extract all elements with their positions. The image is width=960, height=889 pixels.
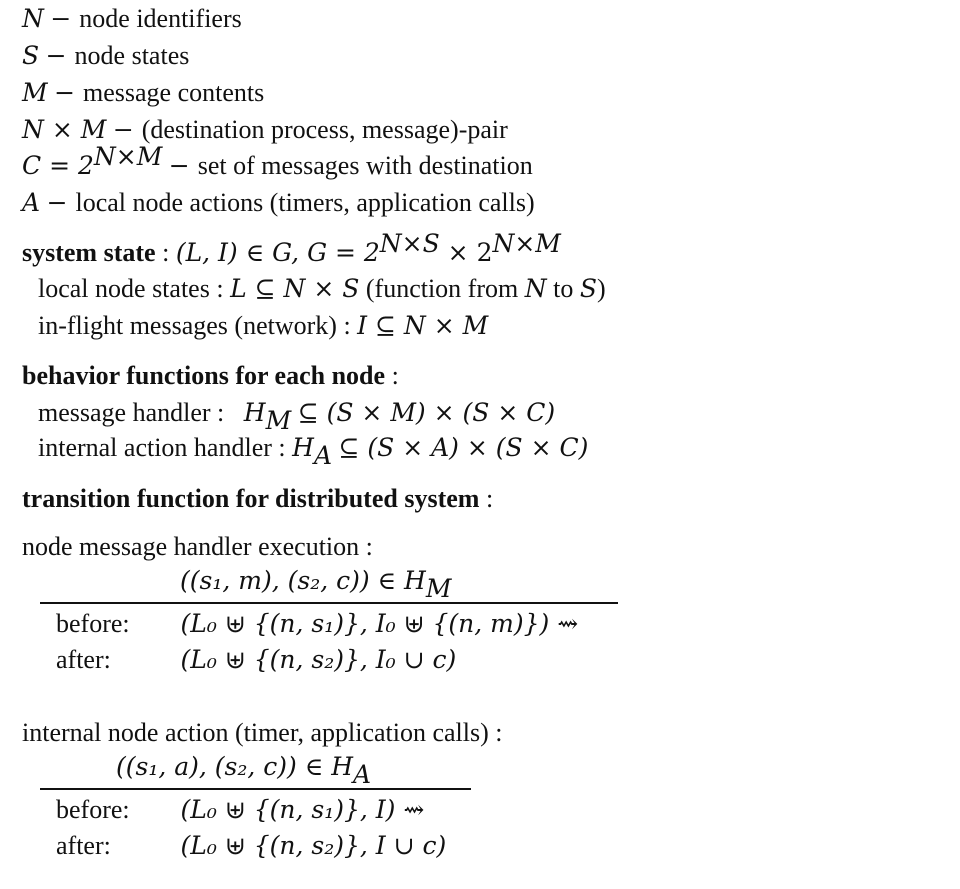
local-states-note-n: N: [524, 274, 547, 303]
def-text: set of messages with destination: [197, 151, 533, 180]
rule2-after: [56, 831, 446, 861]
def-message-contents: M − message contents: [22, 78, 265, 107]
rule1-after: [56, 645, 456, 675]
transition-heading: transition function for distributed system: [22, 484, 480, 513]
rule1-before-formula: (L₀ ⊎ {(n, s₁)}, I₀ ⊎ {(n, m)}) ⇝: [180, 609, 579, 638]
in-flight-formula: I ⊆ N × M: [357, 311, 489, 340]
local-states-note-close: ): [596, 274, 606, 303]
local-states-note-to: to: [553, 274, 574, 303]
local-states-note: (function from: [365, 274, 519, 303]
message-handler-label: message handler: [38, 398, 211, 427]
rule2-after-label: after:: [56, 831, 111, 860]
message-handler-formula: ⊆ (S × M) × (S × C): [297, 398, 556, 427]
internal-handler-label: internal action handler: [38, 433, 272, 462]
def-symbol: A: [22, 188, 41, 217]
def-sup: N×M: [93, 142, 163, 172]
message-handler-h: H: [243, 398, 266, 427]
def-symbol: S: [22, 41, 40, 70]
def-node-states: S − node states: [22, 41, 190, 70]
rule1-premise: ((s₁, m), (s₂, c)) ∈ $H_M$: [180, 566, 452, 603]
rule1-premise-sub: M: [425, 573, 452, 603]
rule2-premise-sub: A: [353, 759, 372, 789]
rule2-after-formula: (L₀ ⊎ {(n, s₂)}, I ∪ c): [180, 831, 447, 860]
def-symbol: N: [22, 4, 44, 33]
local-states-label: local node states: [38, 274, 210, 303]
rule2-title: internal node action (timer, application calls) :: [22, 718, 503, 747]
behavior-heading: behavior functions for each node: [22, 361, 386, 390]
in-flight-line: in-flight messages (network) : I ⊆ N × M: [38, 311, 489, 340]
local-states-note-s: S: [579, 274, 597, 303]
internal-handler-line: internal action handler : $H_A$ ⊆ (S × A) × (S × C): [38, 433, 589, 470]
def-symbol: N × M: [22, 115, 107, 144]
transition-heading-line: transition function for distributed system :: [22, 484, 494, 513]
message-handler-sub: M: [265, 405, 292, 435]
rule2-before-formula: (L₀ ⊎ {(n, s₁)}, I) ⇝: [180, 795, 425, 824]
rule1-after-label: after:: [56, 645, 111, 674]
rule1-before: [56, 609, 578, 639]
rule1-title: node message handler execution :: [22, 532, 373, 561]
def-text: local node actions (timers, application calls): [75, 188, 535, 217]
system-state-sup2: N×M: [492, 229, 561, 259]
rule1-inference-line: [40, 602, 618, 604]
def-message-set: $C = 2^{N\times M}$ − set of messages with destination: [22, 142, 533, 180]
def-symbol: C = 2: [22, 151, 94, 180]
rule2-premise: ((s₁, a), (s₂, c)) ∈ $H_A$: [116, 752, 372, 789]
rule2-before: [56, 795, 424, 825]
def-text: node identifiers: [79, 4, 242, 33]
rule1-before-label: before:: [56, 609, 130, 638]
def-symbol: M: [22, 78, 48, 107]
system-state-heading: system state: [22, 238, 156, 267]
def-local-actions: A − local node actions (timers, application calls): [22, 188, 535, 217]
system-state-line: system state : (L, I) ∈ G, $G = 2^{N\times S} \times 2^{N\times M}$: [22, 229, 561, 267]
def-text: message contents: [83, 78, 265, 107]
def-pair: N × M − (destination process, message)-pair: [22, 115, 508, 144]
behavior-heading-line: behavior functions for each node :: [22, 361, 399, 390]
def-text: node states: [74, 41, 190, 70]
system-state-sup1: N×S: [379, 229, 440, 259]
internal-handler-sub: A: [313, 440, 333, 470]
def-text: (destination process, message)-pair: [141, 115, 508, 144]
rule1-after-formula: (L₀ ⊎ {(n, s₂)}, I₀ ∪ c): [180, 645, 457, 674]
internal-handler-h: H: [292, 433, 314, 462]
system-state-times: × 2: [439, 238, 493, 267]
rule2-inference-line: [40, 788, 471, 790]
local-states-formula: L ⊆ N × S: [230, 274, 360, 303]
internal-handler-formula: ⊆ (S × A) × (S × C): [338, 433, 589, 462]
message-handler-line: message handler : $H_M$ ⊆ (S × M) × (S × C): [38, 398, 556, 435]
local-node-states-line: local node states : L ⊆ N × S (function from N to S): [38, 274, 606, 303]
system-state-formula: (L, I) ∈ G, G = 2: [175, 238, 380, 267]
def-node-identifiers: N − node identifiers: [22, 4, 242, 33]
rule2-before-label: before:: [56, 795, 130, 824]
in-flight-label: in-flight messages (network): [38, 311, 337, 340]
